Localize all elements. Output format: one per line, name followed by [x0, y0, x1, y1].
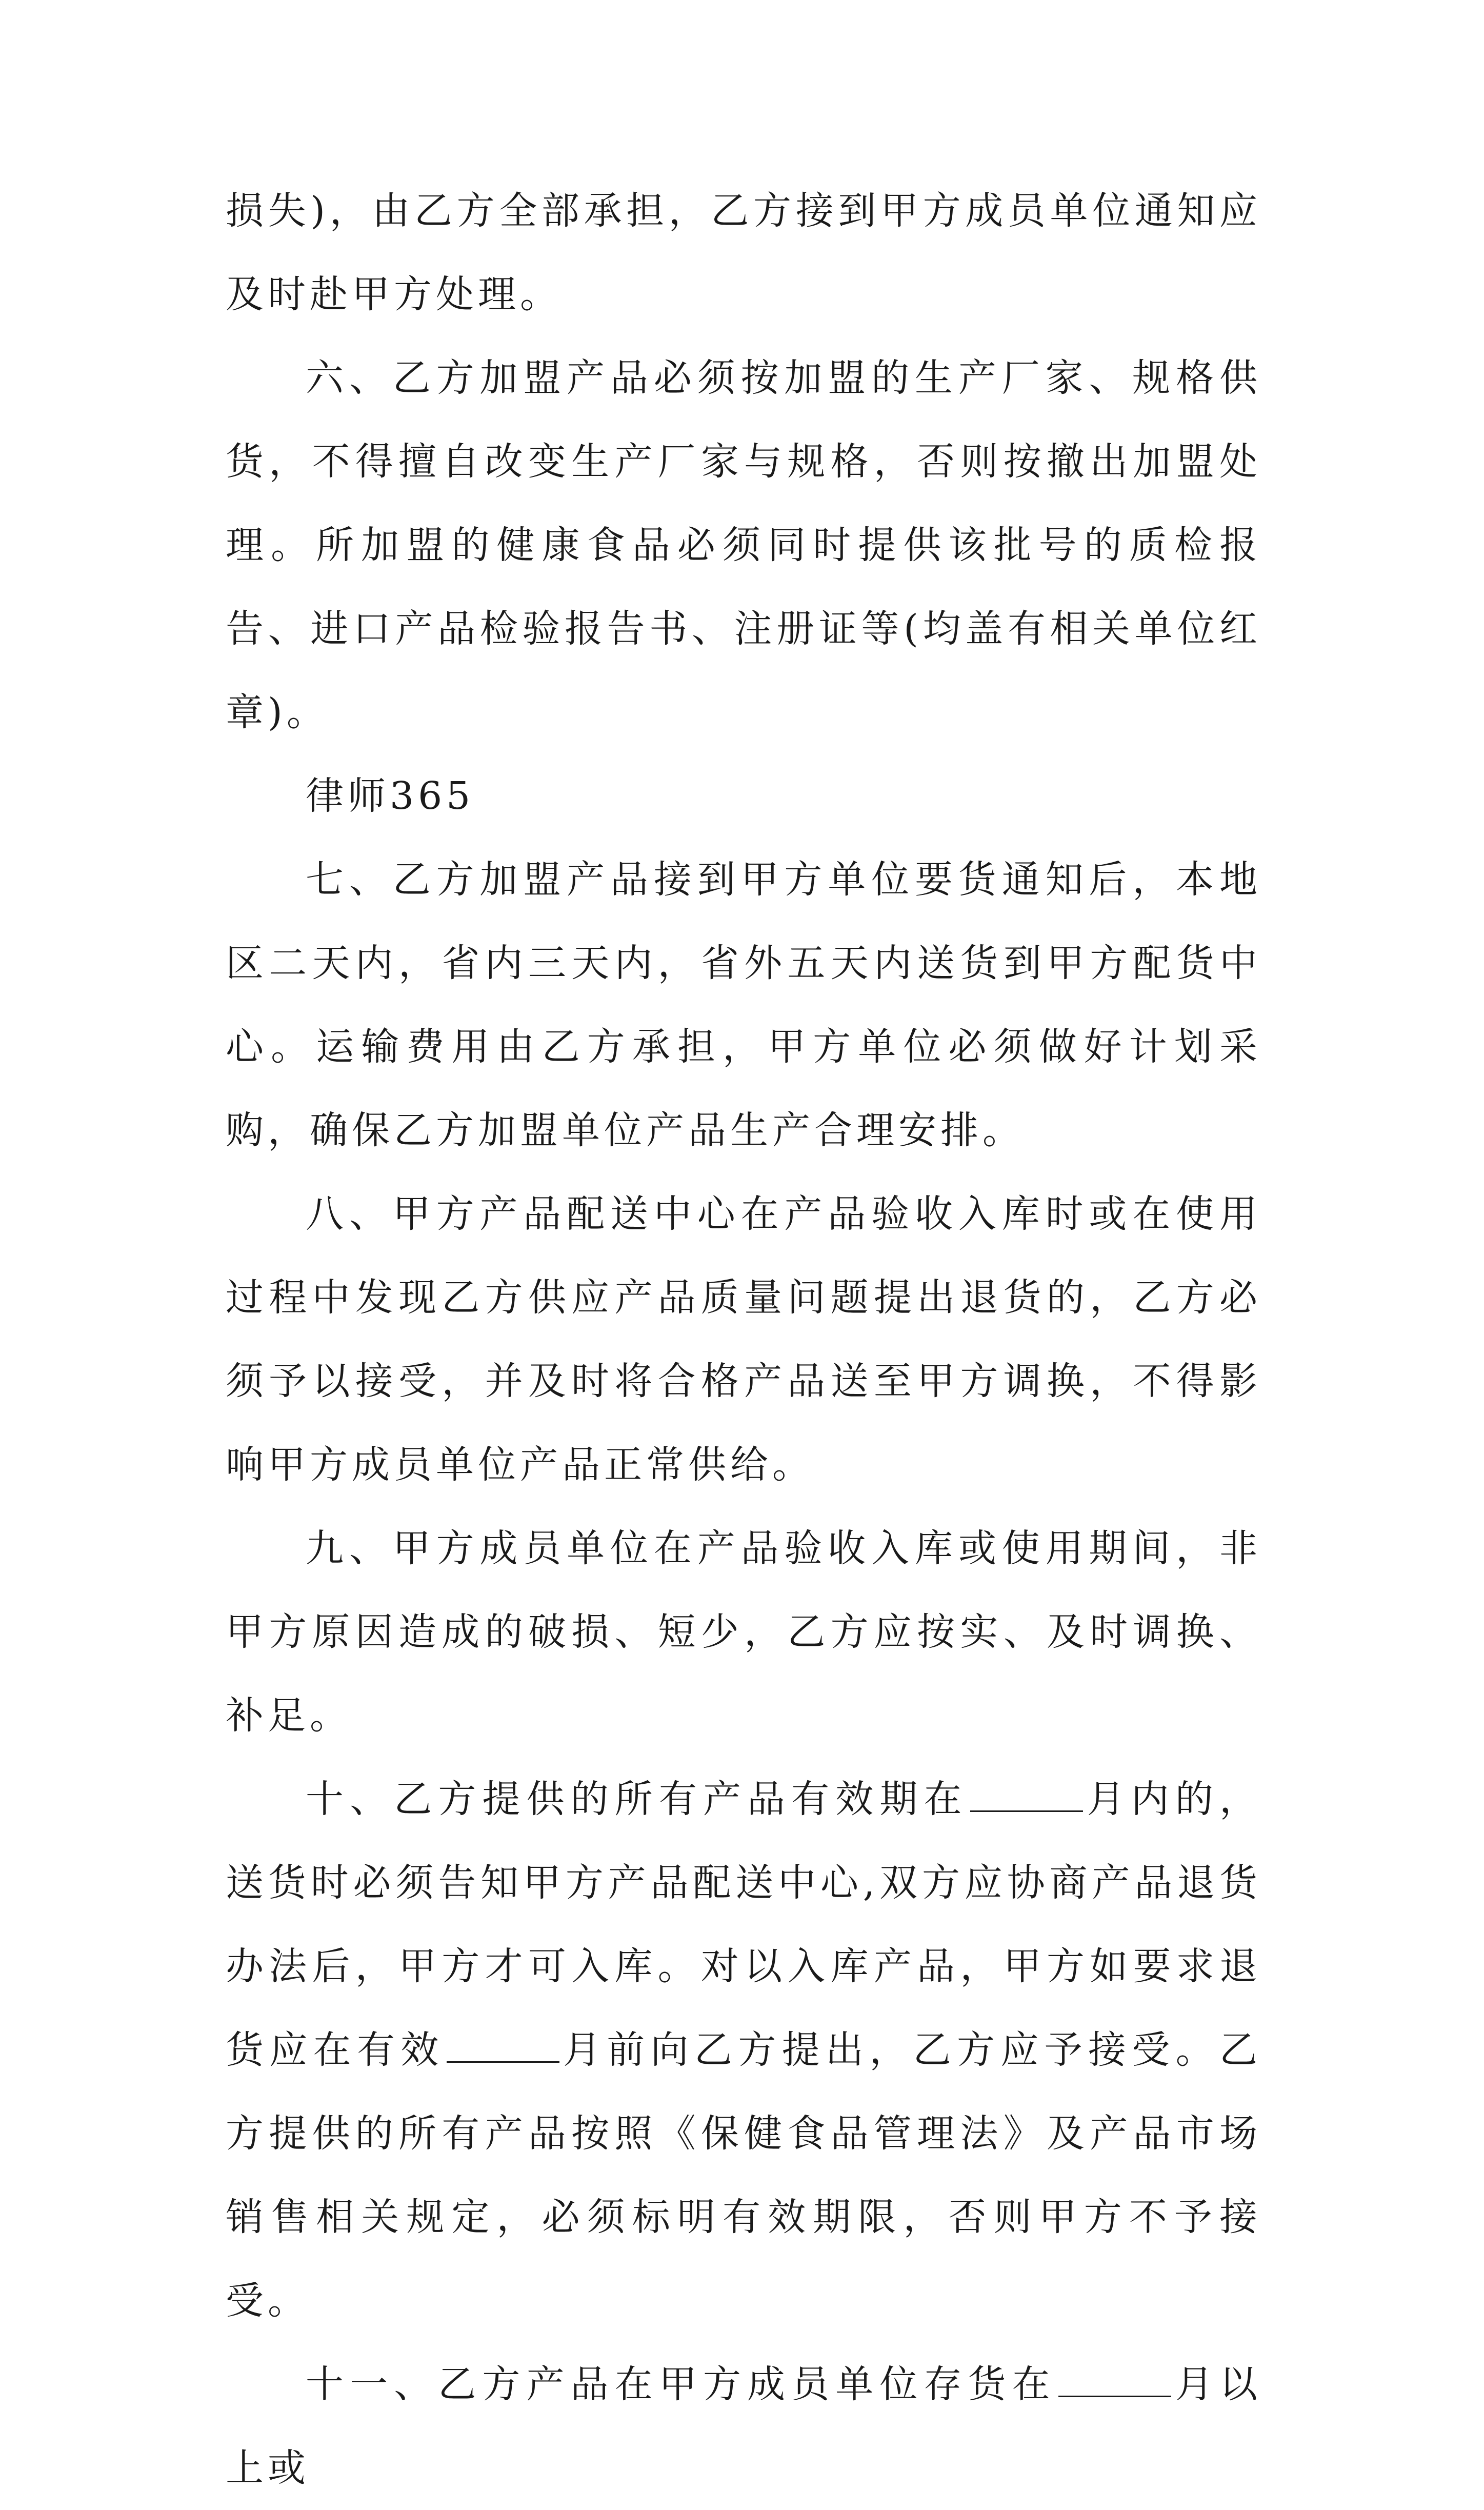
paragraph-clause-9: 九、甲方成员单位在产品验收入库或使用期间，非甲方原因造成的破损、短少，乙方应按实、及时调换、补足。 — [226, 1526, 1261, 1738]
paragraph-clause-6: 六、乙方加盟产品必须按加盟的生产厂家、规格供货，不得擅自改变生产厂家与规格，否则按撤出加盟处理。所加盟的健康食品必须同时提供该批号的质检报告、进口产品检验报告书、注册证等(均盖有相关单位红章)。 — [226, 356, 1261, 734]
paragraph-clause-8: 八、甲方产品配送中心在产品验收入库时或在使用过程中发现乙方供应产品质量问题提出退货的，乙方必须予以接受，并及时将合格产品送至甲方调换，不得影响甲方成员单位产品正常供给。 — [226, 1192, 1261, 1487]
clause-10-text-2: 月内的，送货时必须告知甲方产品配送中心,双方应协商产品退货办法后，甲方才可入库。对以入库产品，甲方如要求退货应在有效 — [226, 1777, 1261, 2072]
paragraph-continuation: 损失)，由乙方全部承担，乙方接到甲方成员单位通知应及时赴甲方处理。 — [226, 189, 1261, 316]
paragraph-clause-11 — [226, 2343, 1261, 2510]
paragraph-clause-7: 七、乙方加盟产品接到甲方单位要货通知后，本地区二天内，省内三天内，省外五天内送货到甲方配货中心。运输费用由乙方承担，甲方单位必须做好计划采购，确保乙方加盟单位产品生产合理安排。 — [226, 858, 1261, 1152]
blank-field[interactable] — [1058, 2365, 1171, 2397]
blank-field[interactable] — [970, 1780, 1083, 1812]
clause-11-text-2: 月以上或 — [226, 2362, 1262, 2490]
blank-field[interactable] — [447, 2030, 559, 2063]
clause-10-text-3: 月前向乙方提出，乙方应予接受。乙方提供的所有产品按照《保健食品管理法》及产品市场销售相关规定，必须标明有效期限，否则甲方不予接受。 — [226, 2028, 1262, 2323]
paragraph-lawyer-note: 律师365 — [306, 774, 475, 818]
clause-10-text-1: 十、乙方提供的所有产品有效期在 — [306, 1777, 968, 1821]
document-body — [226, 169, 1261, 2510]
paragraph-clause-10 — [226, 1758, 1261, 2343]
clause-11-text-1: 十一、乙方产品在甲方成员单位存货在 — [306, 2362, 1056, 2406]
